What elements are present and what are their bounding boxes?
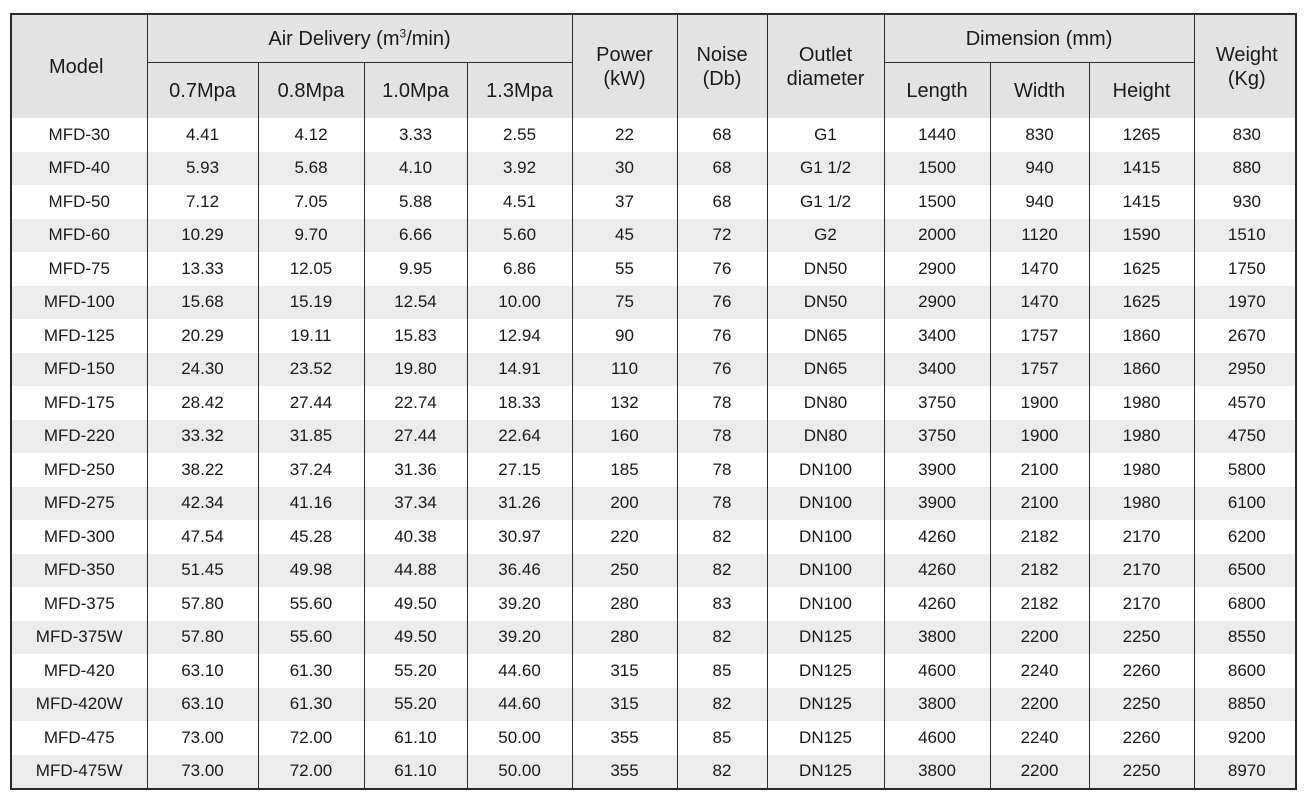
- noise-cell: 78: [677, 487, 767, 521]
- weight-cell: 6800: [1194, 587, 1297, 621]
- noise-cell: 82: [677, 554, 767, 588]
- length-cell: 1440: [884, 118, 990, 152]
- table-row: [12, 185, 1297, 219]
- model-cell: MFD-100: [12, 286, 147, 320]
- air-0.7mpa-cell: 5.93: [147, 152, 258, 186]
- air-1.0mpa-cell: 55.20: [364, 654, 467, 688]
- length-cell: 4600: [884, 654, 990, 688]
- model-cell: MFD-375: [12, 587, 147, 621]
- air-1.3mpa-cell: 50.00: [467, 755, 572, 789]
- model-cell: MFD-175: [12, 386, 147, 420]
- air-0.7mpa-cell: 63.10: [147, 688, 258, 722]
- air-1.0mpa-cell: 40.38: [364, 520, 467, 554]
- air-0.7mpa-cell: 47.54: [147, 520, 258, 554]
- table-row: [12, 420, 1297, 454]
- power-cell: 280: [572, 621, 677, 655]
- weight-cell: 1750: [1194, 252, 1297, 286]
- width-cell: 940: [990, 152, 1089, 186]
- table-body: [12, 118, 1297, 788]
- outlet-diameter-cell: G2: [767, 219, 884, 253]
- width-cell: 1900: [990, 420, 1089, 454]
- noise-cell: 76: [677, 286, 767, 320]
- power-cell: 315: [572, 654, 677, 688]
- length-cell: 2900: [884, 286, 990, 320]
- weight-cell: 2670: [1194, 319, 1297, 353]
- table-row: [12, 453, 1297, 487]
- noise-cell: 68: [677, 118, 767, 152]
- table-row: [12, 520, 1297, 554]
- height-cell: 2250: [1089, 688, 1194, 722]
- table-row: [12, 152, 1297, 186]
- model-cell: MFD-375W: [12, 621, 147, 655]
- length-cell: 3900: [884, 487, 990, 521]
- model-header: Model: [12, 15, 147, 118]
- height-cell: 1860: [1089, 353, 1194, 387]
- air-0.8mpa-cell: 5.68: [258, 152, 364, 186]
- air-1.0mpa-cell: 6.66: [364, 219, 467, 253]
- air-1.3mpa-cell: 4.51: [467, 185, 572, 219]
- height-cell: 1860: [1089, 319, 1194, 353]
- height-cell: 2250: [1089, 755, 1194, 789]
- air-0.7mpa-cell: 57.80: [147, 621, 258, 655]
- air-1.0mpa-cell: 49.50: [364, 587, 467, 621]
- power-cell: 250: [572, 554, 677, 588]
- weight-cell: 8550: [1194, 621, 1297, 655]
- width-cell: 1757: [990, 353, 1089, 387]
- weight-cell: 6100: [1194, 487, 1297, 521]
- noise-cell: 68: [677, 185, 767, 219]
- outlet-diameter-cell: DN100: [767, 453, 884, 487]
- air-0.8mpa-cell: 37.24: [258, 453, 364, 487]
- outlet-diameter-cell: DN80: [767, 420, 884, 454]
- air-0.7mpa-cell: 51.45: [147, 554, 258, 588]
- height-cell: 1980: [1089, 386, 1194, 420]
- model-cell: MFD-220: [12, 420, 147, 454]
- weight-cell: 4750: [1194, 420, 1297, 454]
- height-header: Height: [1089, 63, 1194, 119]
- model-cell: MFD-150: [12, 353, 147, 387]
- outlet-header-line1: Outlet: [798, 43, 853, 66]
- weight-cell: 880: [1194, 152, 1297, 186]
- air-0.8mpa-cell: 19.11: [258, 319, 364, 353]
- height-cell: 1415: [1089, 152, 1194, 186]
- weight-cell: 8850: [1194, 688, 1297, 722]
- air-0.7mpa-cell: 63.10: [147, 654, 258, 688]
- table-row: [12, 654, 1297, 688]
- height-cell: 1590: [1089, 219, 1194, 253]
- dimension-header: Dimension (mm): [884, 15, 1194, 63]
- table-row: [12, 487, 1297, 521]
- table-row: [12, 319, 1297, 353]
- height-cell: 1265: [1089, 118, 1194, 152]
- table-row: [12, 587, 1297, 621]
- air-1.3mpa-cell: 44.60: [467, 688, 572, 722]
- power-cell: 315: [572, 688, 677, 722]
- width-cell: 2100: [990, 453, 1089, 487]
- air-1.0mpa-cell: 27.44: [364, 420, 467, 454]
- air-1.3mpa-cell: 50.00: [467, 721, 572, 755]
- air-delivery-header-superscript: 3: [399, 25, 407, 40]
- noise-cell: 82: [677, 520, 767, 554]
- air-1.0mpa-cell: 9.95: [364, 252, 467, 286]
- air-0.8mpa-cell: 15.19: [258, 286, 364, 320]
- length-cell: 2000: [884, 219, 990, 253]
- air-0.7mpa-cell: 42.34: [147, 487, 258, 521]
- table-header: [12, 15, 1297, 118]
- air-1.3mpa-cell: 3.92: [467, 152, 572, 186]
- weight-cell: 6200: [1194, 520, 1297, 554]
- weight-header: [1194, 15, 1297, 118]
- table-row: [12, 721, 1297, 755]
- noise-cell: 85: [677, 721, 767, 755]
- outlet-diameter-cell: DN50: [767, 286, 884, 320]
- height-cell: 1625: [1089, 252, 1194, 286]
- air-delivery-header: [147, 15, 572, 63]
- model-cell: MFD-475: [12, 721, 147, 755]
- power-cell: 355: [572, 755, 677, 789]
- air-0.7mpa-cell: 73.00: [147, 755, 258, 789]
- weight-cell: 1510: [1194, 219, 1297, 253]
- noise-cell: 68: [677, 152, 767, 186]
- air-1.0mpa-cell: 61.10: [364, 755, 467, 789]
- width-cell: 2182: [990, 554, 1089, 588]
- air-1.3mpa-cell: 36.46: [467, 554, 572, 588]
- outlet-diameter-cell: DN100: [767, 554, 884, 588]
- table-row: [12, 621, 1297, 655]
- outlet-diameter-cell: DN65: [767, 319, 884, 353]
- air-1.3mpa-cell: 10.00: [467, 286, 572, 320]
- air-0.7mpa-cell: 20.29: [147, 319, 258, 353]
- outlet-diameter-cell: DN80: [767, 386, 884, 420]
- model-cell: MFD-420: [12, 654, 147, 688]
- width-cell: 2240: [990, 721, 1089, 755]
- outlet-diameter-cell: DN125: [767, 654, 884, 688]
- height-cell: 1415: [1089, 185, 1194, 219]
- air-0.7mpa-cell: 57.80: [147, 587, 258, 621]
- air-1.0mpa-cell: 19.80: [364, 353, 467, 387]
- outlet-diameter-cell: DN125: [767, 621, 884, 655]
- air-0.7mpa-cell: 7.12: [147, 185, 258, 219]
- width-cell: 2182: [990, 587, 1089, 621]
- pressure-header-1.3: 1.3Mpa: [467, 63, 572, 119]
- length-cell: 3400: [884, 353, 990, 387]
- length-cell: 4260: [884, 554, 990, 588]
- noise-cell: 76: [677, 353, 767, 387]
- weight-cell: 1970: [1194, 286, 1297, 320]
- air-1.0mpa-cell: 3.33: [364, 118, 467, 152]
- air-0.8mpa-cell: 41.16: [258, 487, 364, 521]
- length-cell: 4600: [884, 721, 990, 755]
- outlet-diameter-cell: DN125: [767, 688, 884, 722]
- table-row: [12, 688, 1297, 722]
- model-cell: MFD-420W: [12, 688, 147, 722]
- noise-header-line1: Noise: [696, 43, 748, 66]
- noise-cell: 82: [677, 688, 767, 722]
- air-delivery-header-prefix: Air Delivery (m: [268, 27, 400, 50]
- air-1.3mpa-cell: 39.20: [467, 587, 572, 621]
- model-cell: MFD-125: [12, 319, 147, 353]
- height-cell: 1625: [1089, 286, 1194, 320]
- air-0.8mpa-cell: 9.70: [258, 219, 364, 253]
- air-1.0mpa-cell: 37.34: [364, 487, 467, 521]
- power-header-line2: (kW): [603, 67, 646, 90]
- air-0.8mpa-cell: 7.05: [258, 185, 364, 219]
- model-cell: MFD-475W: [12, 755, 147, 789]
- outlet-diameter-cell: G1: [767, 118, 884, 152]
- model-cell: MFD-30: [12, 118, 147, 152]
- air-1.0mpa-cell: 55.20: [364, 688, 467, 722]
- air-1.0mpa-cell: 5.88: [364, 185, 467, 219]
- power-cell: 90: [572, 319, 677, 353]
- weight-cell: 5800: [1194, 453, 1297, 487]
- length-cell: 3800: [884, 688, 990, 722]
- air-1.3mpa-cell: 39.20: [467, 621, 572, 655]
- noise-cell: 85: [677, 654, 767, 688]
- table-row: [12, 252, 1297, 286]
- power-cell: 132: [572, 386, 677, 420]
- height-cell: 2170: [1089, 587, 1194, 621]
- width-cell: 2200: [990, 688, 1089, 722]
- model-cell: MFD-75: [12, 252, 147, 286]
- outlet-diameter-cell: DN125: [767, 755, 884, 789]
- air-1.0mpa-cell: 22.74: [364, 386, 467, 420]
- air-1.3mpa-cell: 6.86: [467, 252, 572, 286]
- air-1.3mpa-cell: 31.26: [467, 487, 572, 521]
- power-cell: 355: [572, 721, 677, 755]
- table-row: [12, 219, 1297, 253]
- pressure-header-1.0: 1.0Mpa: [364, 63, 467, 119]
- air-1.0mpa-cell: 12.54: [364, 286, 467, 320]
- air-1.0mpa-cell: 49.50: [364, 621, 467, 655]
- power-header: [572, 15, 677, 118]
- power-cell: 280: [572, 587, 677, 621]
- air-0.8mpa-cell: 55.60: [258, 621, 364, 655]
- air-0.7mpa-cell: 33.32: [147, 420, 258, 454]
- outlet-diameter-cell: G1 1/2: [767, 185, 884, 219]
- pressure-header-0.7: 0.7Mpa: [147, 63, 258, 119]
- outlet-diameter-cell: DN125: [767, 721, 884, 755]
- length-cell: 3400: [884, 319, 990, 353]
- table-row: [12, 118, 1297, 152]
- air-0.8mpa-cell: 23.52: [258, 353, 364, 387]
- power-cell: 37: [572, 185, 677, 219]
- spec-table: [12, 15, 1297, 788]
- air-1.0mpa-cell: 61.10: [364, 721, 467, 755]
- length-cell: 1500: [884, 152, 990, 186]
- air-0.7mpa-cell: 38.22: [147, 453, 258, 487]
- width-cell: 1470: [990, 286, 1089, 320]
- width-header: Width: [990, 63, 1089, 119]
- model-cell: MFD-300: [12, 520, 147, 554]
- air-0.7mpa-cell: 15.68: [147, 286, 258, 320]
- air-1.3mpa-cell: 2.55: [467, 118, 572, 152]
- length-cell: 3750: [884, 420, 990, 454]
- air-0.8mpa-cell: 31.85: [258, 420, 364, 454]
- weight-header-line1: Weight: [1215, 43, 1278, 66]
- length-cell: 2900: [884, 252, 990, 286]
- width-cell: 830: [990, 118, 1089, 152]
- outlet-header: [767, 15, 884, 118]
- air-1.0mpa-cell: 15.83: [364, 319, 467, 353]
- power-cell: 110: [572, 353, 677, 387]
- noise-header-line2: (Db): [702, 67, 742, 90]
- noise-cell: 78: [677, 453, 767, 487]
- height-cell: 1980: [1089, 453, 1194, 487]
- weight-cell: 9200: [1194, 721, 1297, 755]
- height-cell: 2250: [1089, 621, 1194, 655]
- noise-cell: 82: [677, 621, 767, 655]
- air-0.8mpa-cell: 61.30: [258, 688, 364, 722]
- air-0.7mpa-cell: 4.41: [147, 118, 258, 152]
- table-row: [12, 286, 1297, 320]
- air-1.0mpa-cell: 4.10: [364, 152, 467, 186]
- air-0.8mpa-cell: 45.28: [258, 520, 364, 554]
- power-cell: 185: [572, 453, 677, 487]
- power-cell: 30: [572, 152, 677, 186]
- model-cell: MFD-350: [12, 554, 147, 588]
- noise-cell: 76: [677, 252, 767, 286]
- air-1.3mpa-cell: 30.97: [467, 520, 572, 554]
- power-cell: 220: [572, 520, 677, 554]
- pressure-header-0.8: 0.8Mpa: [258, 63, 364, 119]
- power-cell: 22: [572, 118, 677, 152]
- air-1.3mpa-cell: 14.91: [467, 353, 572, 387]
- model-cell: MFD-50: [12, 185, 147, 219]
- power-cell: 55: [572, 252, 677, 286]
- outlet-diameter-cell: G1 1/2: [767, 152, 884, 186]
- width-cell: 2200: [990, 621, 1089, 655]
- weight-cell: 830: [1194, 118, 1297, 152]
- weight-header-line2: (Kg): [1227, 67, 1266, 90]
- noise-cell: 72: [677, 219, 767, 253]
- air-1.0mpa-cell: 31.36: [364, 453, 467, 487]
- air-1.3mpa-cell: 27.15: [467, 453, 572, 487]
- air-0.7mpa-cell: 13.33: [147, 252, 258, 286]
- noise-cell: 76: [677, 319, 767, 353]
- height-cell: 1980: [1089, 420, 1194, 454]
- model-cell: MFD-40: [12, 152, 147, 186]
- power-cell: 75: [572, 286, 677, 320]
- air-1.3mpa-cell: 18.33: [467, 386, 572, 420]
- height-cell: 2170: [1089, 554, 1194, 588]
- length-cell: 3750: [884, 386, 990, 420]
- weight-cell: 930: [1194, 185, 1297, 219]
- table-row: [12, 353, 1297, 387]
- noise-cell: 78: [677, 386, 767, 420]
- air-1.3mpa-cell: 12.94: [467, 319, 572, 353]
- weight-cell: 2950: [1194, 353, 1297, 387]
- outlet-diameter-cell: DN65: [767, 353, 884, 387]
- air-0.8mpa-cell: 72.00: [258, 721, 364, 755]
- power-cell: 160: [572, 420, 677, 454]
- width-cell: 2182: [990, 520, 1089, 554]
- table-row: [12, 386, 1297, 420]
- noise-cell: 83: [677, 587, 767, 621]
- air-1.0mpa-cell: 44.88: [364, 554, 467, 588]
- width-cell: 940: [990, 185, 1089, 219]
- outlet-diameter-cell: DN50: [767, 252, 884, 286]
- height-cell: 2170: [1089, 520, 1194, 554]
- air-0.8mpa-cell: 55.60: [258, 587, 364, 621]
- width-cell: 1757: [990, 319, 1089, 353]
- noise-header: [677, 15, 767, 118]
- length-cell: 3800: [884, 621, 990, 655]
- weight-cell: 8600: [1194, 654, 1297, 688]
- width-cell: 2100: [990, 487, 1089, 521]
- outlet-diameter-cell: DN100: [767, 520, 884, 554]
- power-header-line1: Power: [596, 43, 653, 66]
- air-0.7mpa-cell: 28.42: [147, 386, 258, 420]
- air-0.8mpa-cell: 61.30: [258, 654, 364, 688]
- air-1.3mpa-cell: 44.60: [467, 654, 572, 688]
- weight-cell: 6500: [1194, 554, 1297, 588]
- width-cell: 2200: [990, 755, 1089, 789]
- power-cell: 200: [572, 487, 677, 521]
- air-0.8mpa-cell: 72.00: [258, 755, 364, 789]
- width-cell: 1470: [990, 252, 1089, 286]
- spec-table-frame: [10, 13, 1297, 790]
- length-cell: 3900: [884, 453, 990, 487]
- length-cell: 3800: [884, 755, 990, 789]
- width-cell: 1900: [990, 386, 1089, 420]
- air-0.7mpa-cell: 24.30: [147, 353, 258, 387]
- power-cell: 45: [572, 219, 677, 253]
- model-cell: MFD-275: [12, 487, 147, 521]
- weight-cell: 8970: [1194, 755, 1297, 789]
- air-0.8mpa-cell: 4.12: [258, 118, 364, 152]
- table-row: [12, 554, 1297, 588]
- air-0.8mpa-cell: 12.05: [258, 252, 364, 286]
- air-1.3mpa-cell: 5.60: [467, 219, 572, 253]
- length-cell: 1500: [884, 185, 990, 219]
- table-row: [12, 755, 1297, 789]
- air-0.7mpa-cell: 10.29: [147, 219, 258, 253]
- length-cell: 4260: [884, 587, 990, 621]
- length-cell: 4260: [884, 520, 990, 554]
- width-cell: 1120: [990, 219, 1089, 253]
- noise-cell: 78: [677, 420, 767, 454]
- air-0.8mpa-cell: 49.98: [258, 554, 364, 588]
- height-cell: 2260: [1089, 654, 1194, 688]
- air-0.7mpa-cell: 73.00: [147, 721, 258, 755]
- width-cell: 2240: [990, 654, 1089, 688]
- outlet-diameter-cell: DN100: [767, 487, 884, 521]
- air-delivery-header-suffix: /min): [406, 27, 451, 50]
- air-1.3mpa-cell: 22.64: [467, 420, 572, 454]
- air-0.8mpa-cell: 27.44: [258, 386, 364, 420]
- outlet-diameter-cell: DN100: [767, 587, 884, 621]
- length-header: Length: [884, 63, 990, 119]
- model-cell: MFD-60: [12, 219, 147, 253]
- model-cell: MFD-250: [12, 453, 147, 487]
- outlet-header-line2: diameter: [786, 67, 865, 90]
- noise-cell: 82: [677, 755, 767, 789]
- height-cell: 2260: [1089, 721, 1194, 755]
- height-cell: 1980: [1089, 487, 1194, 521]
- weight-cell: 4570: [1194, 386, 1297, 420]
